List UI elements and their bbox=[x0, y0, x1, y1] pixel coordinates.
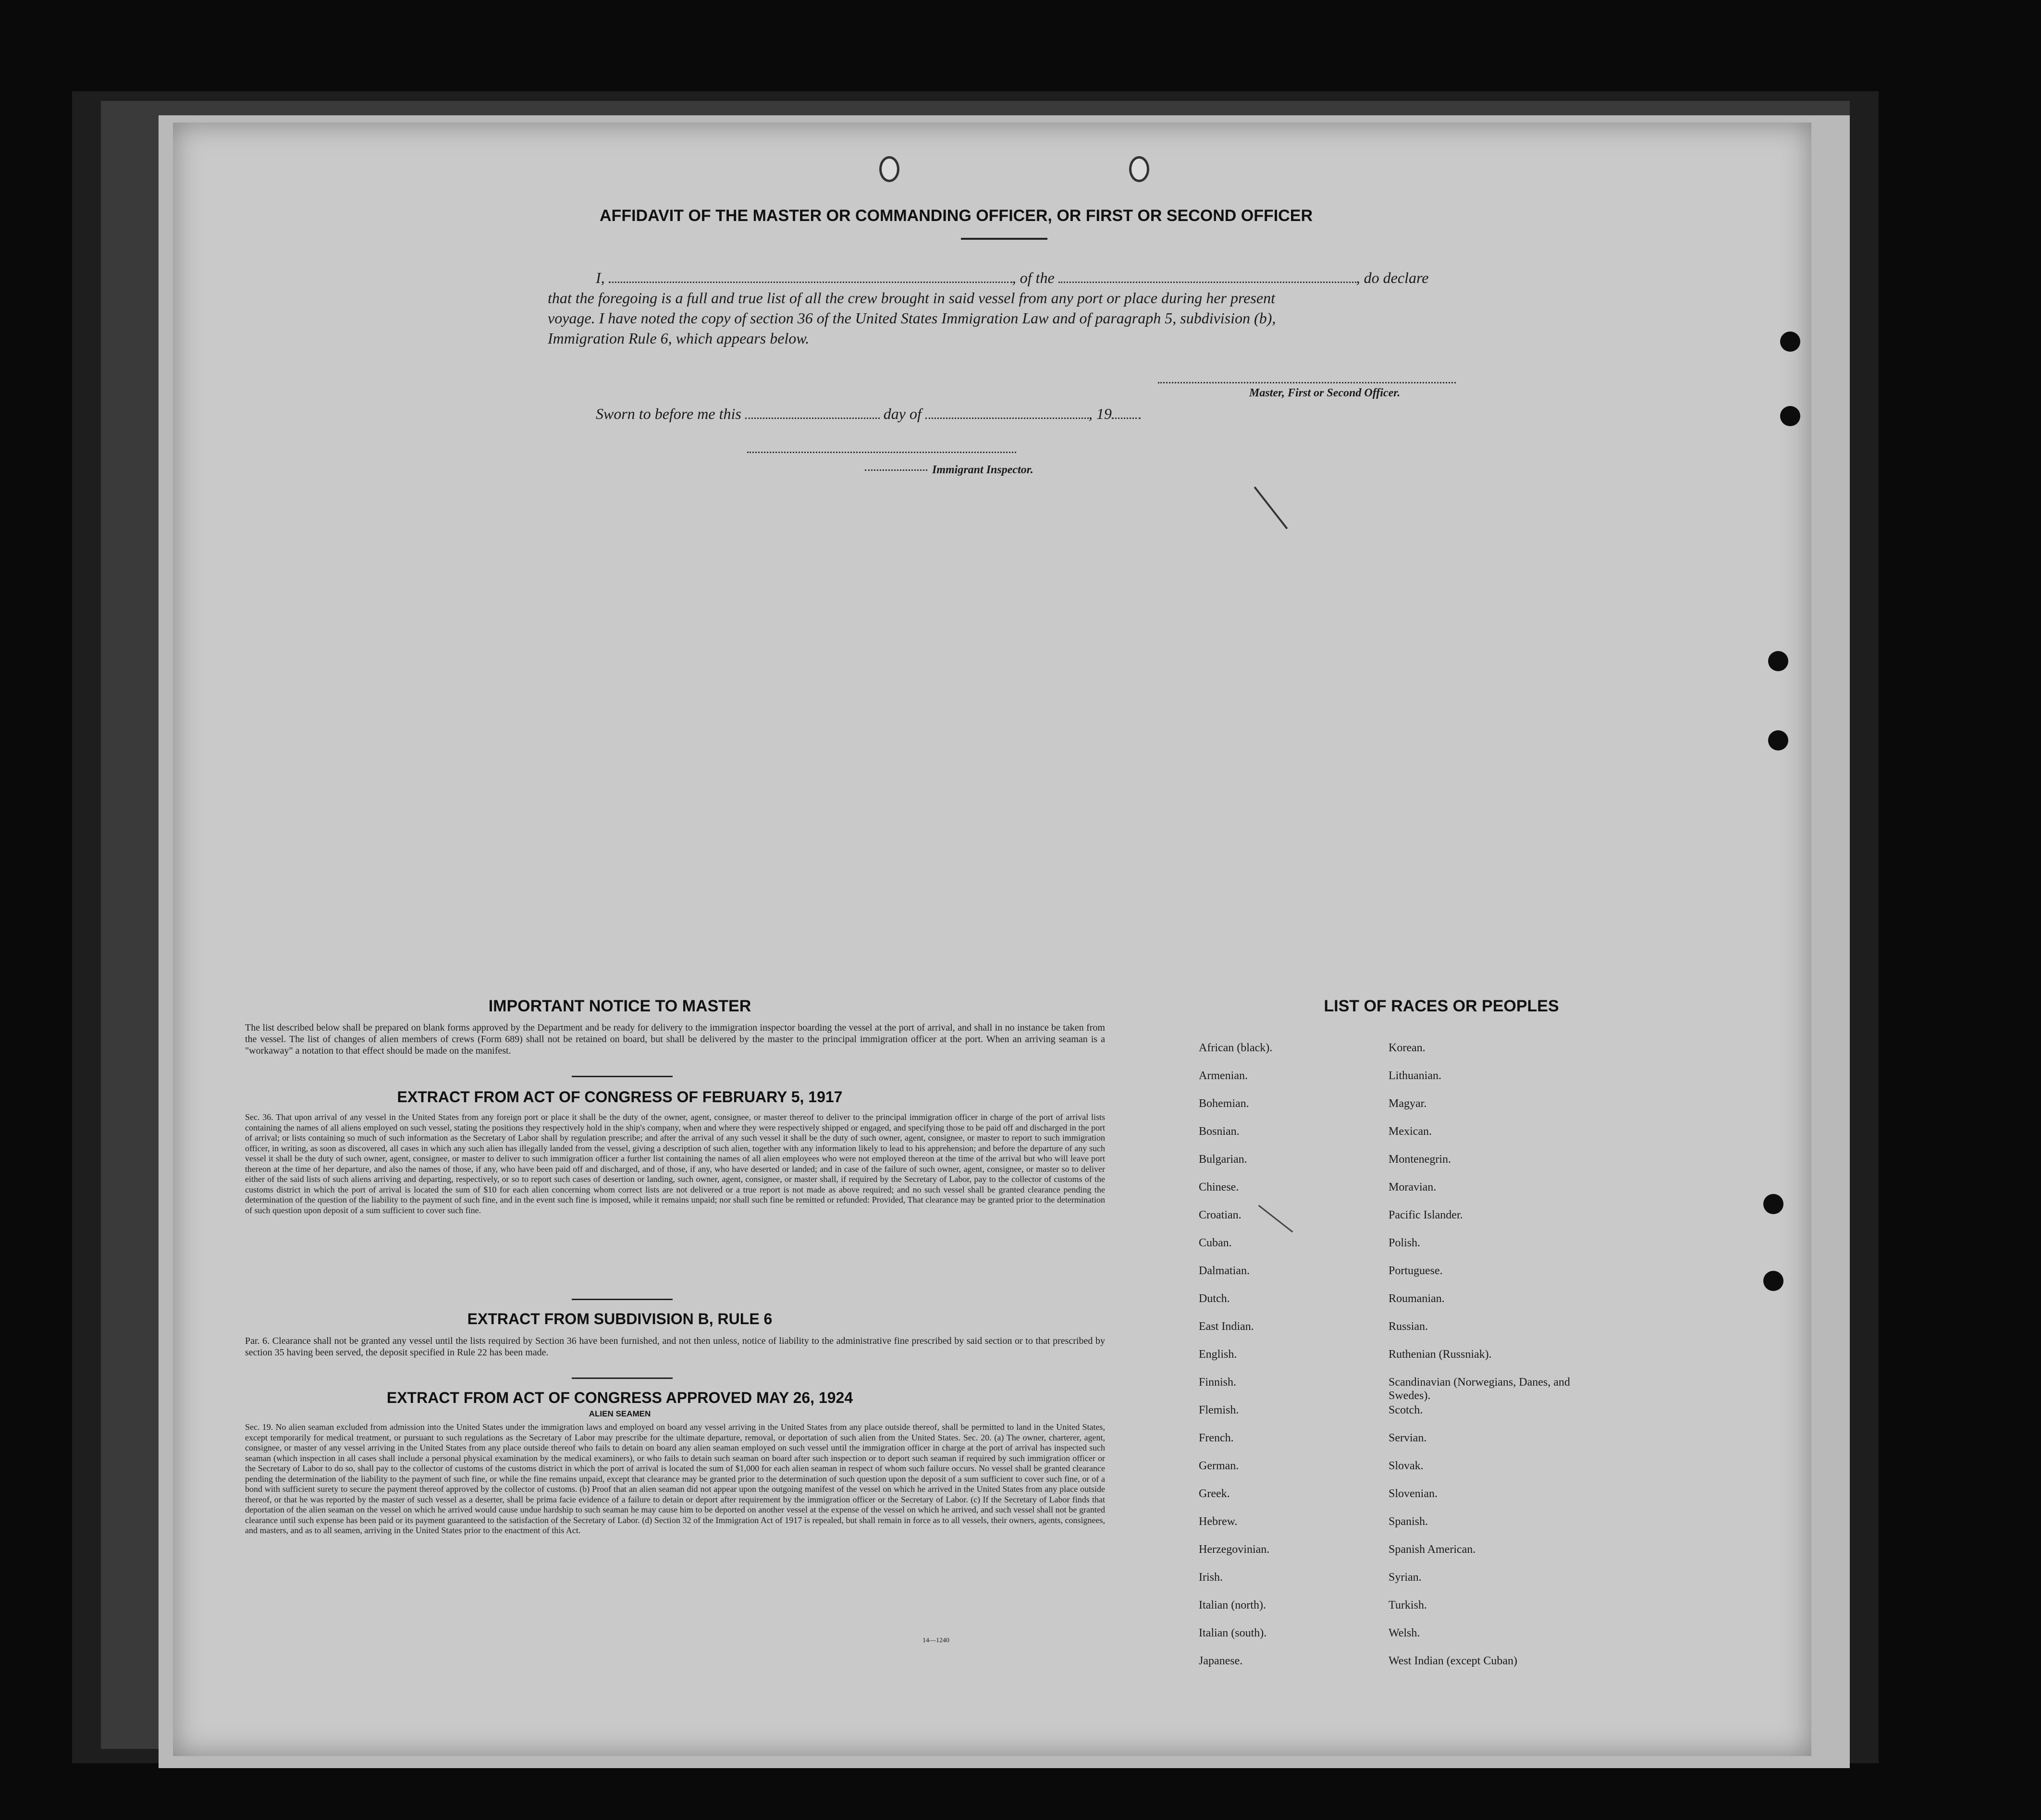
divider bbox=[961, 238, 1047, 240]
race-item: Spanish American. bbox=[1389, 1543, 1476, 1556]
race-item: Lithuanian. bbox=[1389, 1070, 1441, 1082]
master-signature-line bbox=[1158, 382, 1456, 383]
notice-title: IMPORTANT NOTICE TO MASTER bbox=[488, 997, 751, 1015]
race-item: Bosnian. bbox=[1199, 1125, 1240, 1138]
race-item: German. bbox=[1199, 1460, 1239, 1472]
text-day-of: day of bbox=[883, 405, 922, 422]
punch-hole bbox=[1129, 156, 1149, 182]
races-column-1 bbox=[1199, 1041, 1372, 1682]
binder-dot bbox=[1780, 406, 1800, 426]
punch-hole bbox=[879, 156, 899, 182]
race-item: Dalmatian. bbox=[1199, 1265, 1250, 1277]
race-item: Croatian. bbox=[1199, 1209, 1242, 1221]
race-item: Portuguese. bbox=[1389, 1265, 1443, 1277]
subdivision-title: EXTRACT FROM SUBDIVISION B, RULE 6 bbox=[467, 1310, 773, 1328]
race-item: Italian (north). bbox=[1199, 1599, 1266, 1611]
race-item: Slovak. bbox=[1389, 1460, 1424, 1472]
race-item: Scotch. bbox=[1389, 1404, 1423, 1416]
subdivision-body: Par. 6. Clearance shall not be granted any vessel until the lists required by Section 36 have been furnished, and not then unless, notice of liability to the administrative fine prescribed by said section or to that prescribed by section 35 having been served, the deposit specified in Rule 22 has been made. bbox=[245, 1336, 1105, 1358]
race-item: Syrian. bbox=[1389, 1571, 1422, 1584]
races-title: LIST OF RACES OR PEOPLES bbox=[1324, 997, 1559, 1015]
race-item: Servian. bbox=[1389, 1432, 1427, 1444]
affidavit-line-1 bbox=[596, 269, 1605, 287]
race-item: Japanese. bbox=[1199, 1655, 1243, 1667]
race-item: Spanish. bbox=[1389, 1515, 1428, 1528]
binder-dot bbox=[1768, 651, 1788, 671]
race-item: Bohemian. bbox=[1199, 1097, 1249, 1110]
race-item: Chinese. bbox=[1199, 1181, 1239, 1193]
vessel-blank bbox=[1058, 282, 1356, 283]
master-signature-label: Master, First or Second Officer. bbox=[1249, 387, 1401, 399]
affidavit-line-3: voyage. I have noted the copy of section 36 of the United States Immigration Law and of paragraph 5, subdivision (b), bbox=[548, 309, 1276, 327]
affidavit-line-2: that the foregoing is a full and true list of all the crew brought in said vessel from any port or place during her present bbox=[548, 289, 1275, 307]
race-item: Bulgarian. bbox=[1199, 1153, 1247, 1166]
text-declare: , do declare bbox=[1356, 269, 1429, 286]
race-item: Montenegrin. bbox=[1389, 1153, 1451, 1166]
text-i: I, bbox=[596, 269, 605, 286]
race-item: English. bbox=[1199, 1348, 1237, 1361]
race-item: Ruthenian (Russniak). bbox=[1389, 1348, 1492, 1361]
divider bbox=[572, 1377, 673, 1379]
binder-dot bbox=[1763, 1271, 1783, 1291]
race-item: West Indian (except Cuban) bbox=[1389, 1655, 1517, 1667]
name-blank bbox=[609, 282, 1012, 283]
binder-dot bbox=[1763, 1194, 1783, 1214]
year-blank bbox=[1112, 418, 1141, 419]
text-year: , 19 bbox=[1088, 405, 1112, 422]
text-of-the: , of the bbox=[1012, 269, 1055, 286]
divider bbox=[572, 1299, 673, 1300]
race-item: Turkish. bbox=[1389, 1599, 1427, 1611]
race-item: Hebrew. bbox=[1199, 1515, 1238, 1528]
inspector-signature-line bbox=[747, 452, 1016, 453]
race-item: Polish. bbox=[1389, 1237, 1421, 1249]
race-item: Armenian. bbox=[1199, 1070, 1248, 1082]
divider bbox=[572, 1076, 673, 1077]
pen-mark bbox=[1254, 486, 1288, 529]
race-item: African (black). bbox=[1199, 1042, 1273, 1054]
race-item: Slovenian. bbox=[1389, 1488, 1438, 1500]
race-item: Herzegovinian. bbox=[1199, 1543, 1270, 1556]
document-page bbox=[173, 123, 1811, 1756]
extract-1917-title: EXTRACT FROM ACT OF CONGRESS OF FEBRUARY 5, 1917 bbox=[397, 1088, 843, 1106]
race-item: Pacific Islander. bbox=[1389, 1209, 1463, 1221]
race-item: Korean. bbox=[1389, 1042, 1426, 1054]
extract-1924-title: EXTRACT FROM ACT OF CONGRESS APPROVED MAY 26, 1924 bbox=[386, 1389, 853, 1406]
text-sworn: Sworn to before me this bbox=[596, 405, 741, 422]
form-number: 14—1240 bbox=[922, 1637, 949, 1644]
race-item: Russian. bbox=[1389, 1320, 1428, 1333]
race-item: Moravian. bbox=[1389, 1181, 1437, 1193]
binder-dot bbox=[1780, 332, 1800, 352]
day-blank bbox=[745, 418, 880, 419]
race-item: Welsh. bbox=[1389, 1627, 1420, 1639]
race-item: East Indian. bbox=[1199, 1320, 1254, 1333]
race-item: Italian (south). bbox=[1199, 1627, 1267, 1639]
race-item: Flemish. bbox=[1199, 1404, 1239, 1416]
sworn-line bbox=[596, 405, 1268, 423]
race-item: Scandinavian (Norwegians, Danes, and Swedes). bbox=[1389, 1376, 1570, 1402]
race-item: Greek. bbox=[1199, 1488, 1230, 1500]
race-item: Dutch. bbox=[1199, 1292, 1230, 1305]
affidavit-line-4: Immigration Rule 6, which appears below. bbox=[548, 330, 810, 347]
race-item: Mexican. bbox=[1389, 1125, 1432, 1138]
inspector-signature-label: Immigrant Inspector. bbox=[932, 464, 1033, 476]
inspector-signature-dots bbox=[865, 469, 927, 471]
extract-1917-body: Sec. 36. That upon arrival of any vessel in the United States from any foreign port or place it shall be the duty of the owner, agent, consignee, or master thereof to deliver to the principal immigration officer in charge of the port of arrival lists containing the names of all aliens employed on such vessel, stating the positions they respectively hold in the ship's company, when and where they were respectively shipped or engaged, and specifying those to be paid off and discharged in the port of arrival; or lists containing so much of such information as the Secretary of Labor shall by regulation prescribe; and after the arrival of any such vessel it shall be the duty of such owner, agent, consignee, or master to report to such immigration officer, in writing, as soon as discovered, all cases in which any such alien has illegally landed from the vessel, giving a description of such alien, together with any information likely to lead to his apprehension; and before the departure of any such vessel it shall be the duty of such owner, agent, consignee, or master to deliver to such immigration officer a further list containing the names of all alien employees who were not employed thereon at the time of the arrival but who will leave port thereon at the time of her departure, and also the names of those, if any, who have been paid off and discharged, and of those, if any, who have deserted or landed; and in case of the failure of such owner, agent, consignee, or master so to deliver either of the said lists of such aliens arriving and departing, respectively, or so to report such cases of desertion or landing, such owner, agent, consignee, or master shall, if required by the Secretary of Labor, pay to the collector of customs of the customs district in which the port of arrival is located the sum of $10 for each alien concerning whom correct lists are not delivered or a true report is not made as above required; and no such vessel shall be granted clearance pending the determination of the question of the liability to the payment of such fine, and in the event such fine is imposed, while it remains unpaid; nor shall such fine be remitted or refunded: Provided, That clearance may be granted prior to the determination of such question upon deposit of a sum sufficient to cover such fine. bbox=[245, 1112, 1105, 1215]
race-item: Finnish. bbox=[1199, 1376, 1237, 1389]
notice-body: The list described below shall be prepared on blank forms approved by the Department and be ready for delivery to the immigration inspector boarding the vessel at the port of arrival, and shall in no instance be taken from the vessel. The list of changes of alien members of crews (Form 689) shall not be retained on board, but shall be delivered by the master to the principal immigration officer at the port. When an arriving seaman is a "workaway" a notation to that effect should be made on the manifest. bbox=[245, 1022, 1105, 1056]
race-item: Magyar. bbox=[1389, 1097, 1427, 1110]
race-item: Irish. bbox=[1199, 1571, 1223, 1584]
extract-1924-subtitle: ALIEN SEAMEN bbox=[589, 1409, 651, 1418]
race-item: Cuban. bbox=[1199, 1237, 1232, 1249]
race-item: French. bbox=[1199, 1432, 1234, 1444]
month-blank bbox=[925, 418, 1089, 419]
extract-1924-body: Sec. 19. No alien seaman excluded from admission into the United States under the immigration laws and employed on board any vessel arriving in the United States from any place outside thereof, shall be permitted to land in the United States, except temporarily for medical treatment, or pursuant to such regulations as the Secretary of Labor may prescribe for the ultimate departure, removal, or deportation of such alien from the United States. Sec. 20. (a) The owner, charterer, agent, consignee, or master of any vessel arriving in the United States from any place outside thereof who fails to detain on board any alien seaman employed on such vessel until the immigration officer in charge at the port of arrival has inspected such seaman (which inspection in all cases shall include a personal physical examination by the medical examiners), or who fails to detain such seaman on board after such inspection or to deport such seaman if required by such immigration officer or the Secretary of Labor to do so, shall pay to the collector of customs of the customs district in which the port of arrival is located the sum of $1,000 for each alien seaman in respect of whom such failure occurs. No vessel shall be granted clearance pending the determination of the liability to the payment of such fine, or while the fine remains unpaid, except that clearance may be granted prior to the determination of such question upon the deposit of a sum sufficient to cover such fine, or of a bond with sufficient surety to secure the payment thereof approved by the collector of customs. (b) Proof that an alien seaman did not appear upon the outgoing manifest of the vessel on which he arrived in the United States from any place outside thereof, or that he was reported by the master of such vessel as a deserter, shall be prima facie evidence of a failure to detain or deport after requirement by the immigration officer or the Secretary of Labor. (c) If the Secretary of Labor finds that deportation of the alien seaman on the vessel on which he arrived would cause undue hardship to such seaman he may cause him to be deported on another vessel at the expense of the vessel on which he arrived, and such vessel shall not be granted clearance until such expense has been paid or its payment guaranteed to the satisfaction of the Secretary of Labor. (d) Section 32 of the Immigration Act of 1917 is repealed, but shall remain in force as to all vessels, their owners, agents, consignees, and masters, and as to all seamen, arriving in the United States prior to the enactment of this Act. bbox=[245, 1422, 1105, 1535]
races-column-2 bbox=[1389, 1041, 1600, 1682]
affidavit-title: AFFIDAVIT OF THE MASTER OR COMMANDING OFFICER, OR FIRST OR SECOND OFFICER bbox=[600, 207, 1313, 225]
race-item: Roumanian. bbox=[1389, 1292, 1445, 1305]
binder-dot bbox=[1768, 730, 1788, 750]
